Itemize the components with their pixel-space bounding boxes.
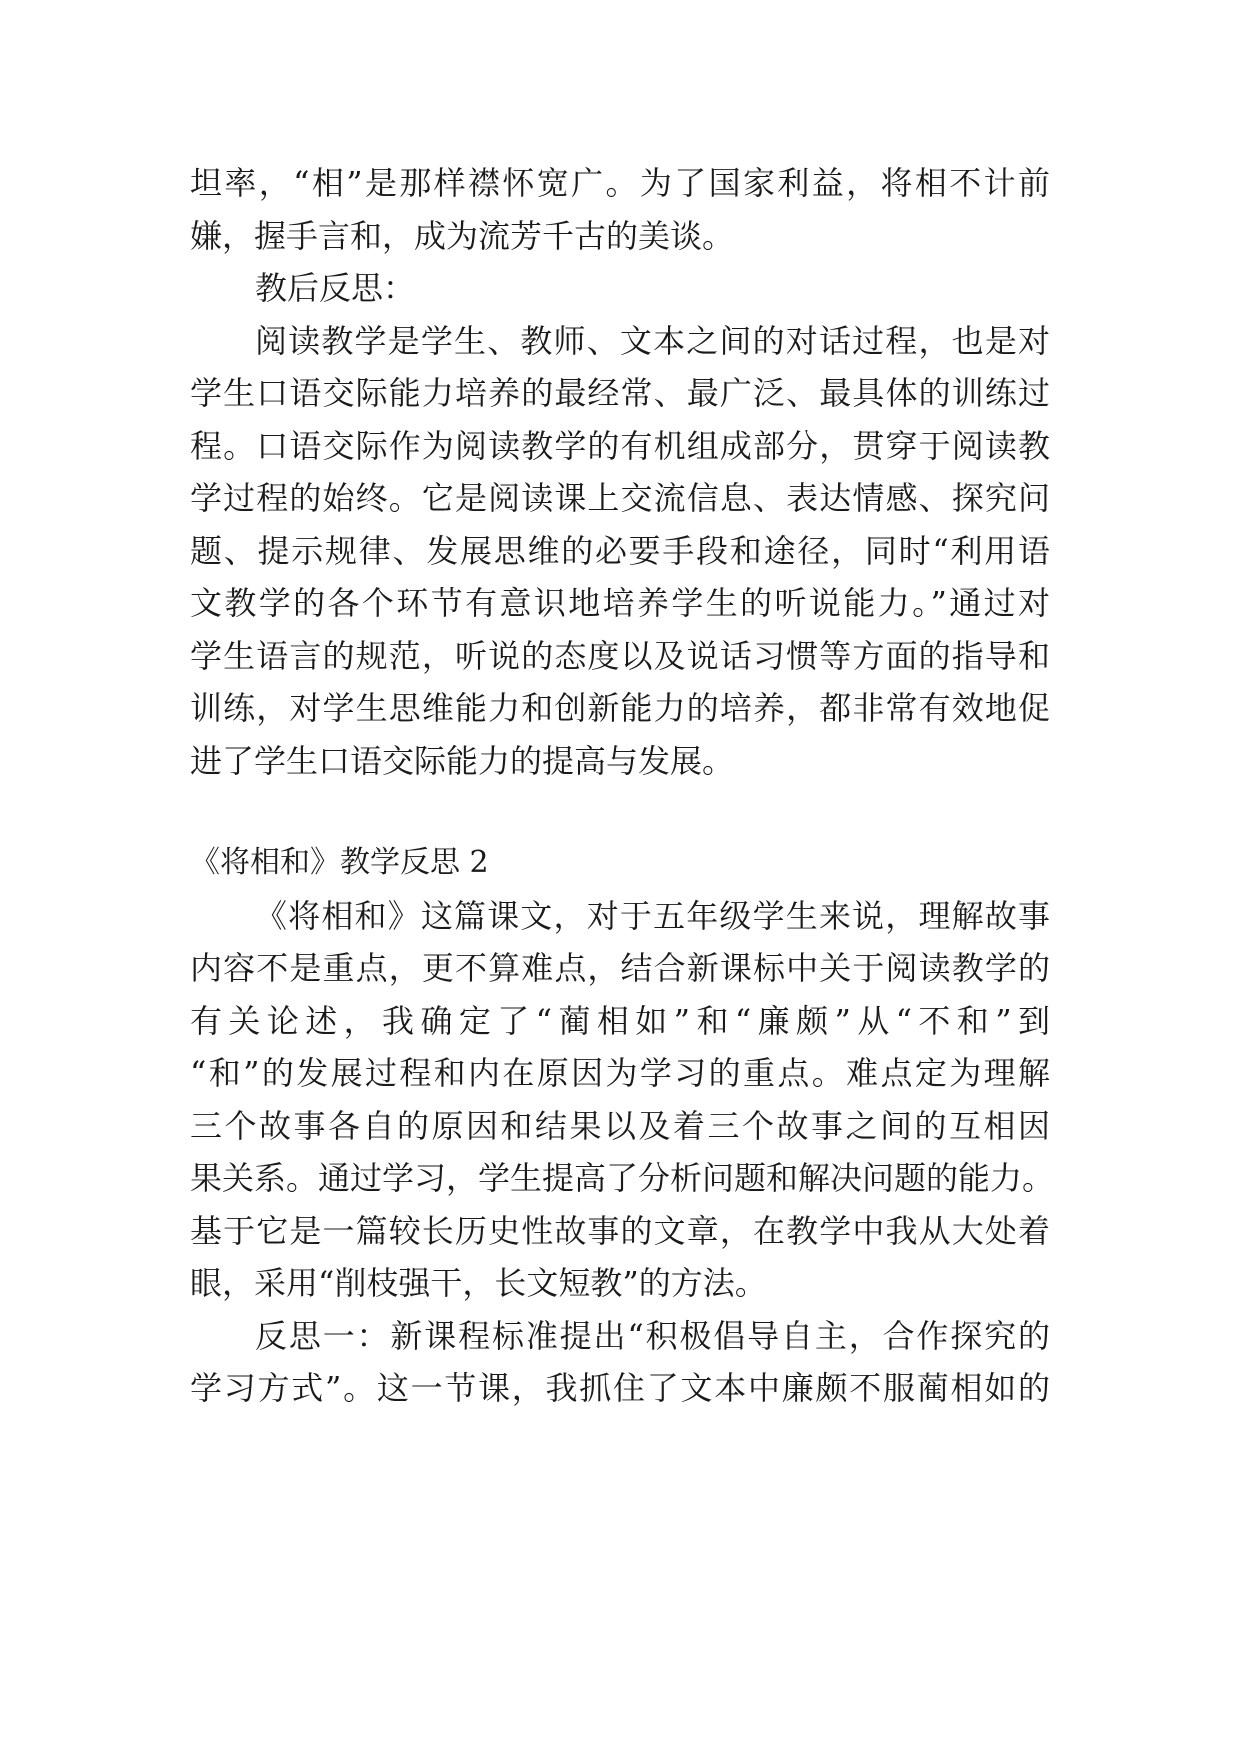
text-line: 学过程的始终。它是阅读课上交流信息、表达情感、探究问: [190, 479, 1050, 517]
reflection-label: 教后反思：: [255, 269, 416, 307]
text-line: 眼，采用“削枝强干，长文短教”的方法。: [190, 1264, 767, 1302]
text-line: 《将相和》这篇课文，对于五年级学生来说，理解故事: [255, 897, 1050, 935]
section-title: 《将相和》教学反思 2: [190, 845, 489, 880]
text-line: 题、提示规律、发展思维的必要手段和途径，同时“利用语: [190, 532, 1050, 570]
text-line: 学生口语交际能力培养的最经常、最广泛、最具体的训练过: [190, 374, 1050, 412]
text-line: 三个故事各自的原因和结果以及着三个故事之间的互相因: [190, 1107, 1050, 1145]
text-line: 嫌，握手言和，成为流芳千古的美谈。: [190, 217, 735, 255]
text-line: 学习方式”。这一节课，我抓住了文本中廉颇不服蔺相如的: [190, 1369, 1050, 1407]
text-line: 进了学生口语交际能力的提高与发展。: [190, 742, 735, 780]
text-line: 程。口语交际作为阅读教学的有机组成部分，贯穿于阅读教: [190, 427, 1050, 465]
text-line: 反思一：新课程标准提出“积极倡导自主，合作探究的: [255, 1317, 1050, 1355]
text-line: 学生语言的规范，听说的态度以及说话习惯等方面的指导和: [190, 637, 1050, 675]
text-line: 内容不是重点，更不算难点，结合新课标中关于阅读教学的: [190, 949, 1050, 987]
text-line: 坦率，“相”是那样襟怀宽广。为了国家利益，将相不计前: [190, 164, 1050, 202]
text-line: 训练，对学生思维能力和创新能力的培养，都非常有效地促: [190, 689, 1050, 727]
text-line: 基于它是一篇较长历史性故事的文章，在教学中我从大处着: [190, 1212, 1050, 1250]
text-line: “和”的发展过程和内在原因为学习的重点。难点定为理解: [190, 1054, 1050, 1092]
text-line: 果关系。通过学习，学生提高了分析问题和解决问题的能力。: [190, 1159, 1055, 1197]
text-line: 阅读教学是学生、教师、文本之间的对话过程，也是对: [255, 322, 1050, 360]
text-line: 文教学的各个环节有意识地培养学生的听说能力。”通过对: [190, 584, 1050, 622]
text-line: 有关论述，我确定了“蔺相如”和“廉颇”从“不和”到: [190, 1002, 1050, 1040]
